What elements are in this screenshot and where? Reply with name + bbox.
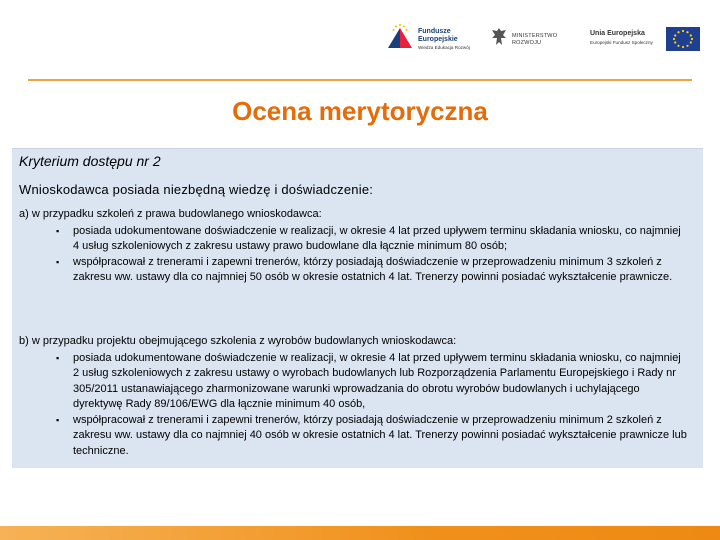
intro-text: Wnioskodawca posiada niezbędną wiedzę i doświadczenie:: [19, 182, 374, 197]
ministry-logo: [490, 14, 570, 64]
eu-name: Unia Europejska: [590, 30, 645, 37]
fundusze-europejskie-logo: [386, 14, 478, 64]
eu-fund-name: Europejski Fundusz Społeczny: [590, 40, 653, 45]
bullet-icon: ▪: [56, 352, 60, 363]
page-title: Ocena merytoryczna: [232, 96, 488, 126]
list-item-text: współpracował z trenerami i zapewni trenerów, którzy posiadają doświadczenie w przeprowadzeniu minimum 3 szkoleń z zakresu ww. ustawy dla co najmniej 50 osób w okresie ostatnich 4 lat. Trenerzy powinni posiadać wykształcenie prawnicze.: [73, 255, 673, 283]
list-item-text: posiada udokumentowane doświadczenie w realizacji, w okresie 4 lat przed upływem terminu składania wniosku, co najmniej 2 usług szkoleniowych z zakresu ustawy o wyrobach budowlanych lub Rozporządzenia Parlamentu Europejskiego i Rady nr 305/2011 ustanawiającego zharmonizowane warunki wprowadzania do obrotu wyrobów budowlanych i uchylającego dyrektywę Rady 89/106/EWG dla łącznie minimum 40 osób,: [73, 351, 681, 410]
list-item: [56, 224, 693, 255]
fe-program-name: Wiedza Edukacja Rozwój: [418, 45, 470, 50]
section-a: [19, 207, 693, 286]
bullet-icon: ▪: [56, 225, 60, 236]
ministry-line2: ROZWOJU: [512, 40, 542, 46]
section-b-heading: b) w przypadku projektu obejmującego szkolenia z wyrobów budowlanych wnioskodawca:: [19, 335, 457, 347]
fe-name-line2: Europejskie: [418, 36, 458, 43]
list-item: [56, 255, 693, 286]
list-item: [56, 351, 693, 413]
section-b: [19, 334, 693, 459]
list-item-text: posiada udokumentowane doświadczenie w realizacji, w okresie 4 lat przed upływem terminu składania wniosku, co najmniej 4 usług szkoleniowych z zakresu ustawy prawo budowlane dla łącznie minimum 80 osób;: [73, 224, 681, 252]
fundusze-europejskie-icon: [386, 22, 414, 50]
footer-accent-bar: [0, 526, 720, 540]
logo-bar: [380, 14, 700, 64]
list-item: [56, 413, 693, 460]
section-a-list: [19, 224, 693, 286]
eu-logo: [590, 14, 700, 64]
criterion-box: [12, 148, 703, 468]
bullet-icon: ▪: [56, 256, 60, 267]
eagle-icon: [490, 26, 508, 48]
eu-flag-icon: [666, 27, 700, 51]
section-a-heading: a) w przypadku szkoleń z prawa budowlanego wnioskodawca:: [19, 208, 322, 220]
ministry-line1: MINISTERSTWO: [512, 33, 558, 39]
header-divider: [28, 79, 692, 81]
list-item-text: współpracował z trenerami i zapewni trenerów, którzy posiadają doświadczenie w przeprowadzeniu minimum 2 szkoleń z zakresu ww. ustawy dla co najmniej 40 osób w okresie ostatnich 4 lat. Trenerzy powinni posiadać wykształcenie prawnicze lub techniczne.: [73, 413, 687, 457]
bullet-icon: ▪: [56, 414, 60, 425]
section-b-list: [19, 351, 693, 460]
fe-name-line1: Fundusze: [418, 28, 451, 35]
criterion-label: Kryterium dostępu nr 2: [19, 153, 161, 169]
